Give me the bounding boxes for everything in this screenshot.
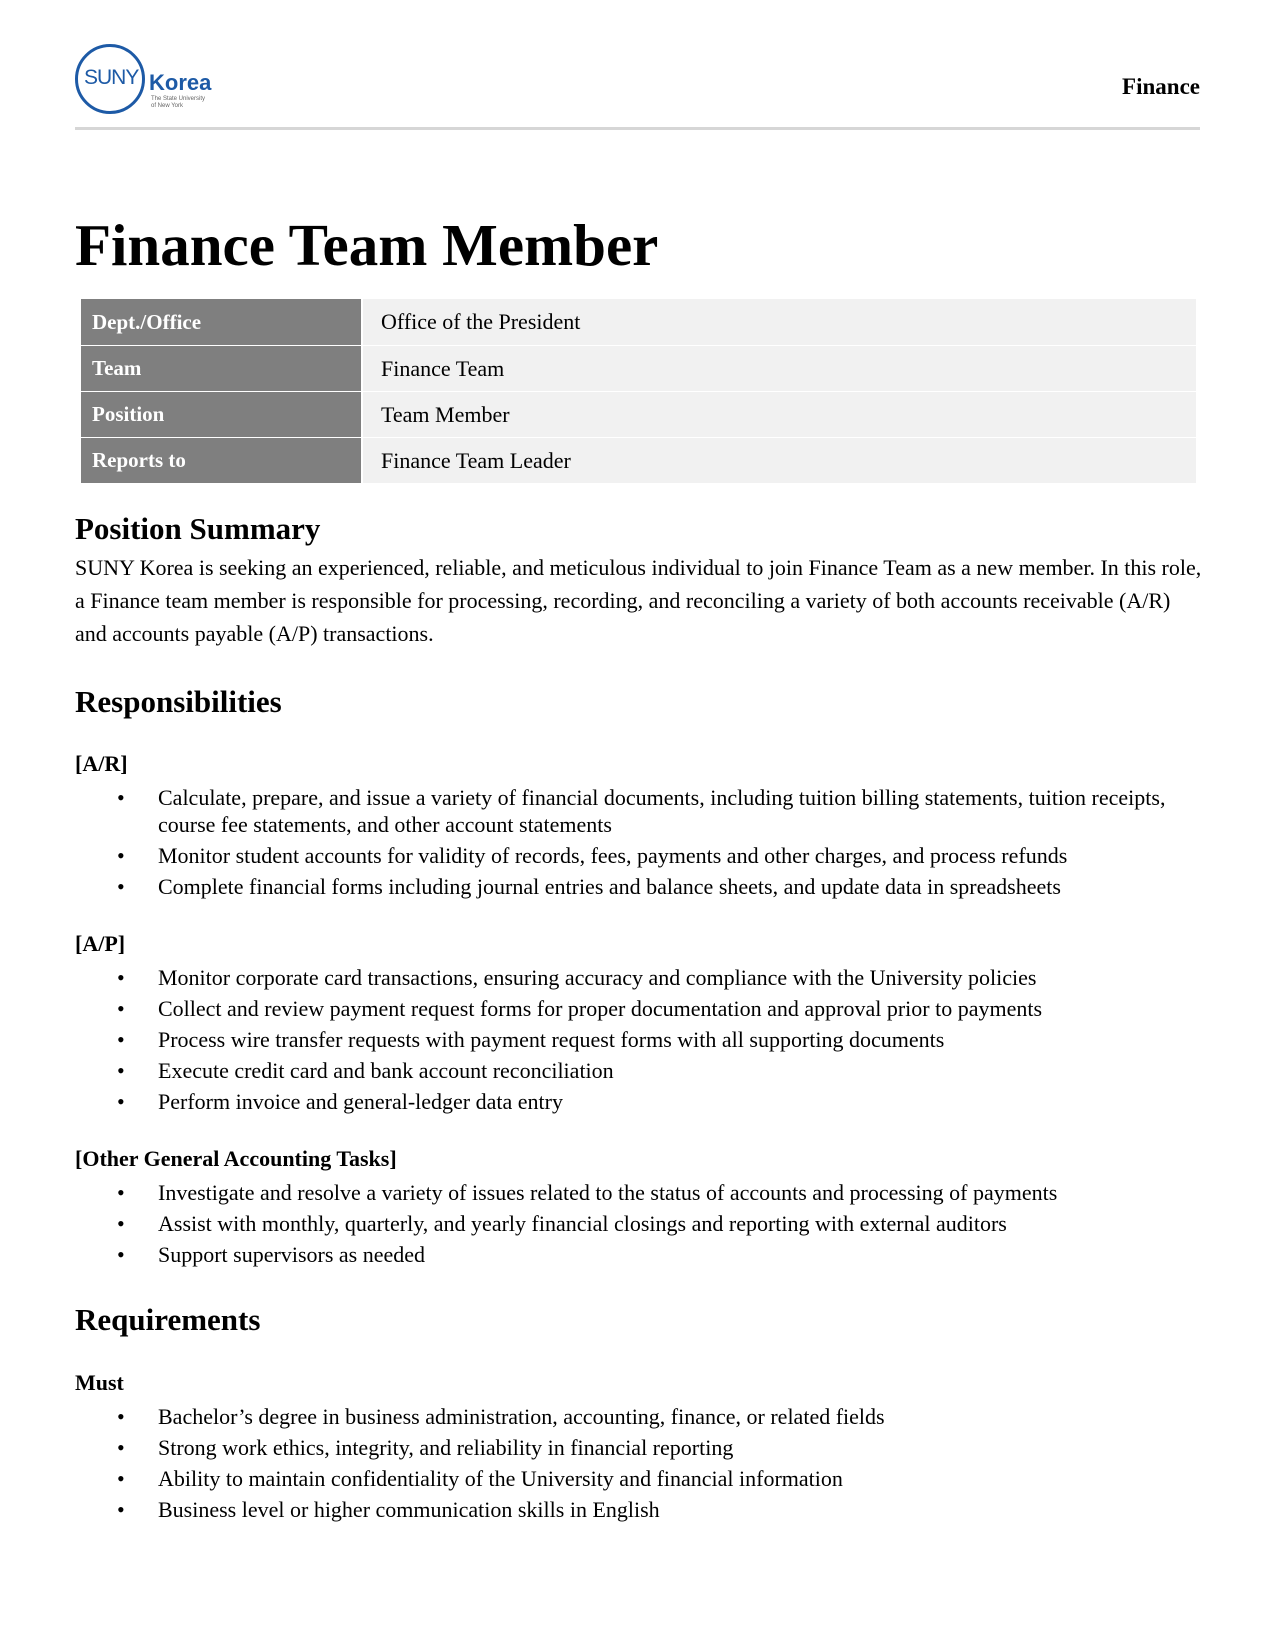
info-row-reports-to	[81, 437, 1196, 483]
info-value: Team Member	[361, 391, 1196, 437]
info-row-position	[81, 391, 1196, 437]
info-label: Team	[81, 345, 361, 391]
list-item: • Assist with monthly, quarterly, and yearly financial closings and reporting with external auditors	[75, 1210, 1205, 1237]
ap-list	[75, 964, 1205, 1115]
list-item: • Collect and review payment request forms for proper documentation and approval prior to payments	[75, 995, 1205, 1022]
section-heading: Requirements	[75, 1302, 261, 1338]
info-label: Dept./Office	[81, 299, 361, 345]
other-tasks-list	[75, 1179, 1205, 1268]
info-value: Finance Team	[361, 345, 1196, 391]
subsection-heading-ap: [A/P]	[75, 931, 126, 957]
position-summary-text: SUNY Korea is seeking an experienced, reliable, and meticulous individual to join Finance Team as a new member. In this role, a Finance team member is responsible for processing, recording, and reconciling a variety of both accounts receivable (A/R) and accounts payable (A/P) transactions.	[75, 555, 1202, 647]
position-summary-section	[75, 510, 1205, 650]
responsibilities-section	[75, 683, 1205, 1268]
info-value: Finance Team Leader	[361, 437, 1196, 483]
info-label: Position	[81, 391, 361, 437]
position-info-table	[81, 299, 1196, 483]
requirements-section	[75, 1301, 1205, 1522]
section-heading: Position Summary	[75, 511, 321, 546]
subsection-heading-other: [Other General Accounting Tasks]	[75, 1146, 397, 1172]
list-item: • Support supervisors as needed	[75, 1241, 1205, 1268]
list-item: • Complete financial forms including journal entries and balance sheets, and update data in spreadsheets	[75, 873, 1205, 900]
page-header	[75, 40, 1200, 130]
document-body	[75, 510, 1205, 1527]
logo-suny-text: SUNY	[84, 66, 139, 89]
list-item: • Perform invoice and general-ledger data entry	[75, 1088, 1205, 1115]
header-divider	[75, 127, 1200, 130]
list-item: • Monitor student accounts for validity of records, fees, payments and other charges, and process refunds	[75, 842, 1205, 869]
list-item: • Process wire transfer requests with payment request forms with all supporting documents	[75, 1026, 1205, 1053]
suny-korea-logo	[75, 44, 235, 120]
subsection-heading-must: Must	[75, 1369, 124, 1395]
info-row-team	[81, 345, 1196, 391]
header-section-label: Finance	[1122, 74, 1200, 99]
section-heading: Responsibilities	[75, 684, 282, 720]
logo-korea-text: Korea	[149, 70, 212, 95]
info-row-dept	[81, 299, 1196, 345]
info-value: Office of the President	[361, 299, 1196, 345]
list-item: • Strong work ethics, integrity, and reliability in financial reporting	[75, 1434, 1205, 1461]
subsection-heading-ar: [A/R]	[75, 751, 128, 777]
list-item: • Ability to maintain confidentiality of the University and financial information	[75, 1465, 1205, 1492]
page-title: Finance Team Member	[75, 212, 659, 278]
list-item: • Business level or higher communication skills in English	[75, 1496, 1205, 1523]
list-item: • Calculate, prepare, and issue a variety of financial documents, including tuition billing statements, tuition receipts, course fee statements, and other account statements	[75, 784, 1205, 838]
list-item: • Bachelor’s degree in business administration, accounting, finance, or related fields	[75, 1403, 1205, 1430]
list-item: • Execute credit card and bank account reconciliation	[75, 1057, 1205, 1084]
ar-list	[75, 784, 1205, 900]
logo-subtitle-line2: of New York	[151, 103, 184, 109]
logo-subtitle-line1: The State University	[151, 96, 206, 102]
must-list	[75, 1403, 1205, 1523]
list-item: • Investigate and resolve a variety of issues related to the status of accounts and processing of payments	[75, 1179, 1205, 1206]
info-label: Reports to	[81, 437, 361, 483]
list-item: • Monitor corporate card transactions, ensuring accuracy and compliance with the University policies	[75, 964, 1205, 991]
